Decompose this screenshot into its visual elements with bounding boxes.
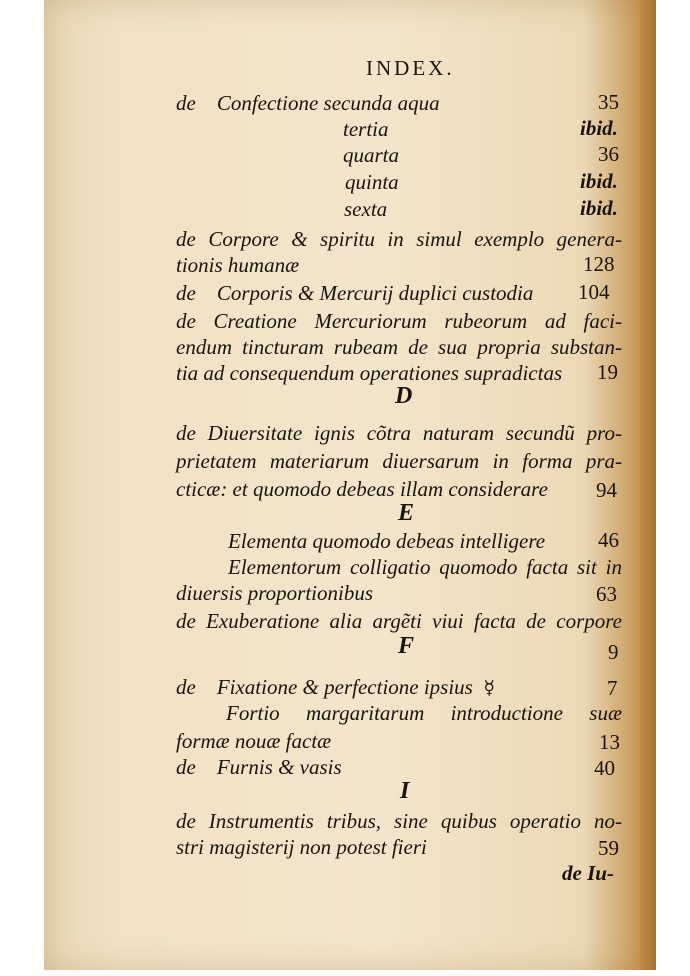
page-edge	[640, 0, 656, 970]
index-entry: sexta	[344, 197, 388, 221]
index-entry-continuation: tionis humanæ	[176, 253, 300, 277]
page-number: 40	[594, 756, 615, 780]
index-entry-continuation: prietatem materiarum diuersarum in forma pra-	[176, 449, 622, 473]
index-entry-continuation: cticæ: et quomodo debeas illam considerare	[176, 477, 548, 501]
page-number: 13	[599, 730, 620, 754]
index-entry: de Corpore & spiritu in simul exemplo genera-	[176, 227, 622, 251]
index-entry: de Exuberatione alia argẽti viui facta de corpore	[176, 609, 622, 633]
index-entry-continuation: diuersis proportionibus	[176, 581, 373, 605]
page-number: 7	[607, 676, 618, 700]
section-letter: D	[395, 383, 413, 409]
index-entry: de Instrumentis tribus, sine quibus operatio no-	[176, 809, 622, 833]
page-number: 128	[583, 252, 615, 276]
index-entry: quinta	[345, 170, 399, 194]
catchword: de Iu-	[562, 861, 614, 885]
index-entry-continuation: endum tincturam rubeam de sua propria substan-	[176, 335, 622, 359]
page-number: 104	[578, 280, 610, 304]
page-header: INDEX.	[366, 56, 455, 80]
index-entry: tertia	[343, 117, 389, 141]
index-entry: Elementorum colligatio quomodo facta sit in	[228, 555, 622, 579]
index-entry: de Diuersitate ignis cõtra naturam secundũ pro-	[176, 421, 622, 445]
page-number: 36	[598, 142, 619, 166]
page-number: 59	[598, 836, 619, 860]
index-entry: Elementa quomodo debeas intelligere	[228, 529, 546, 553]
page-number: 35	[598, 90, 619, 114]
index-entry: de Corporis & Mercurij duplici custodia	[176, 281, 534, 305]
page-number: ibid.	[580, 169, 618, 193]
index-entry: Fortio margaritarum introductione suæ	[226, 701, 622, 725]
page-number: 46	[598, 528, 619, 552]
mercury-symbol: ☿	[483, 677, 496, 699]
index-entry: quarta	[343, 143, 400, 167]
index-entry-continuation: tia ad consequendum operationes supradictas	[176, 361, 563, 385]
index-entry: de Furnis & vasis	[176, 755, 342, 779]
section-letter: I	[400, 778, 410, 804]
index-entry-continuation: formæ nouæ factæ	[176, 729, 332, 753]
page-number: ibid.	[580, 196, 618, 220]
section-letter: F	[398, 633, 415, 659]
index-entry: de Confectione secunda aqua	[176, 91, 440, 115]
index-entry: de Fixatione & perfectione ipsius ☿	[176, 675, 496, 699]
section-letter: E	[398, 500, 415, 526]
index-entry: de Creatione Mercuriorum rubeorum ad faci-	[176, 309, 622, 333]
page-number: 63	[596, 582, 617, 606]
page-number: 19	[597, 360, 618, 384]
page-number: ibid.	[580, 116, 618, 140]
index-entry-continuation: stri magisterij non potest fieri	[176, 835, 427, 859]
page-number: 9	[608, 640, 619, 664]
page-number: 94	[596, 478, 617, 502]
